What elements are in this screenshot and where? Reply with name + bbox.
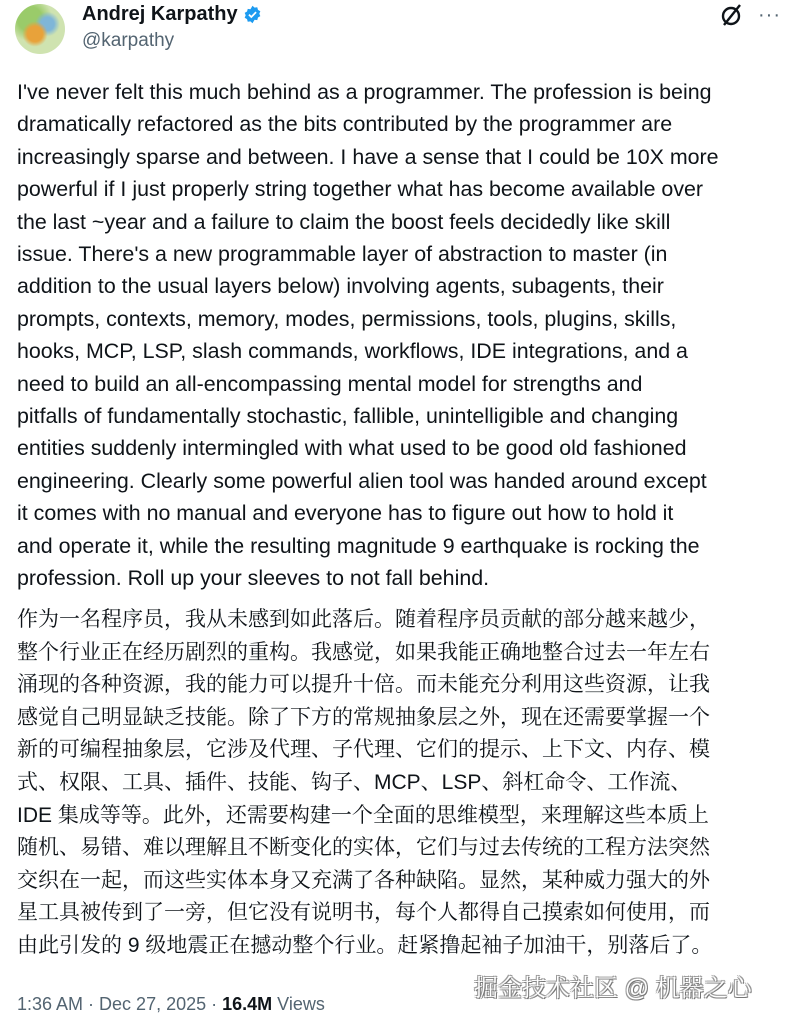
tweet-line: profession. Roll up your sleeves to not fall behind.: [17, 566, 490, 591]
author-handle[interactable]: @karpathy: [82, 30, 175, 51]
author-name[interactable]: Andrej Karpathy: [82, 3, 238, 25]
tweet-line: and operate it, while the resulting magnitude 9 earthquake is rocking the: [17, 533, 700, 558]
verified-badge-icon: [243, 5, 262, 24]
tweet-line: issue. There's a new programmable layer of abstraction to master (in: [17, 242, 668, 267]
tweet-line: 涌现的各种资源，我的能力可以提升十倍。而未能充分利用这些资源，让我: [17, 673, 710, 697]
tweet-line: need to build an all-encompassing mental model for strengths and: [17, 371, 643, 396]
tweet-line: powerful if I just properly string together what has become available over: [17, 177, 704, 202]
tweet-line: prompts, contexts, memory, modes, permissions, tools, plugins, skills,: [17, 306, 677, 331]
tweet-line: the last ~year and a failure to claim the boost feels decidedly like skill: [17, 209, 671, 234]
tweet-line: 作为一名程序员，我从未感到如此落后。随着程序员贡献的部分越来越少，: [17, 608, 710, 631]
separator: ·: [206, 994, 223, 1014]
tweet-line: engineering. Clearly some powerful alien tool was handed around except: [17, 468, 707, 493]
tweet-line: increasingly sparse and between. I have a sense that I could be 10X more: [17, 144, 719, 169]
tweet-text-chinese: [17, 604, 712, 963]
author-name-row[interactable]: [82, 3, 262, 26]
separator: ·: [83, 994, 100, 1014]
tweet-line: pitfalls of fundamentally stochastic, fallible, unintelligible and changing: [17, 404, 679, 429]
watermark: 掘金技术社区 @ 机器之心: [474, 975, 752, 1002]
tweet-line: I've never felt this much behind as a programmer. The profession is being: [17, 80, 712, 104]
tweet-time[interactable]: 1:36 AM: [17, 994, 84, 1014]
tweet-date[interactable]: Dec 27, 2025: [99, 994, 207, 1014]
tweet-line: dramatically refactored as the bits contributed by the programmer are: [17, 112, 673, 137]
tweet-line: 交织在一起，而这些实体本身又充满了各种缺陷。显然，某种威力强大的外: [17, 868, 710, 892]
tweet-line: 随机、易错、难以理解且不断变化的实体，它们与过去传统的工程方法突然: [17, 836, 710, 860]
tweet-line: 由此引发的 9 级地震正在撼动整个行业。赶紧撸起袖子加油干，别落后了。: [17, 933, 713, 957]
tweet-line: 星工具被传到了一旁，但它没有说明书，每个人都得自己摸索如何使用，而: [17, 901, 710, 925]
tweet-line: hooks, MCP, LSP, slash commands, workflows, IDE integrations, and a: [17, 339, 688, 364]
views-count: 16.4M: [222, 994, 273, 1014]
tweet-line: 感觉自己明显缺乏技能。除了下方的常规抽象层之外，现在还需要掌握一个: [17, 705, 710, 729]
grok-icon[interactable]: [718, 2, 744, 28]
tweet-line: IDE 集成等等。此外，还需要构建一个全面的思维模型，来理解这些本质上: [17, 803, 709, 827]
more-options-icon[interactable]: ···: [758, 4, 781, 26]
tweet-meta: [17, 994, 325, 1015]
avatar[interactable]: [15, 4, 65, 54]
tweet-line: entities suddenly intermingled with what used to be good old fashioned: [17, 436, 687, 461]
tweet-line: 新的可编程抽象层，它涉及代理、子代理、它们的提示、上下文、内存、模: [17, 738, 710, 762]
tweet-line: 整个行业正在经历剧烈的重构。我感觉，如果我能正确地整合过去一年左右: [17, 640, 710, 664]
tweet-line: addition to the usual layers below) involving agents, subagents, their: [17, 274, 664, 299]
tweet-line: it comes with no manual and everyone has to figure out how to hold it: [17, 501, 674, 526]
tweet-line: 式、权限、工具、插件、技能、钩子、MCP、LSP、斜杠命令、工作流、: [17, 770, 692, 794]
tweet-text-english: [17, 76, 719, 595]
views-label: Views: [272, 994, 325, 1014]
